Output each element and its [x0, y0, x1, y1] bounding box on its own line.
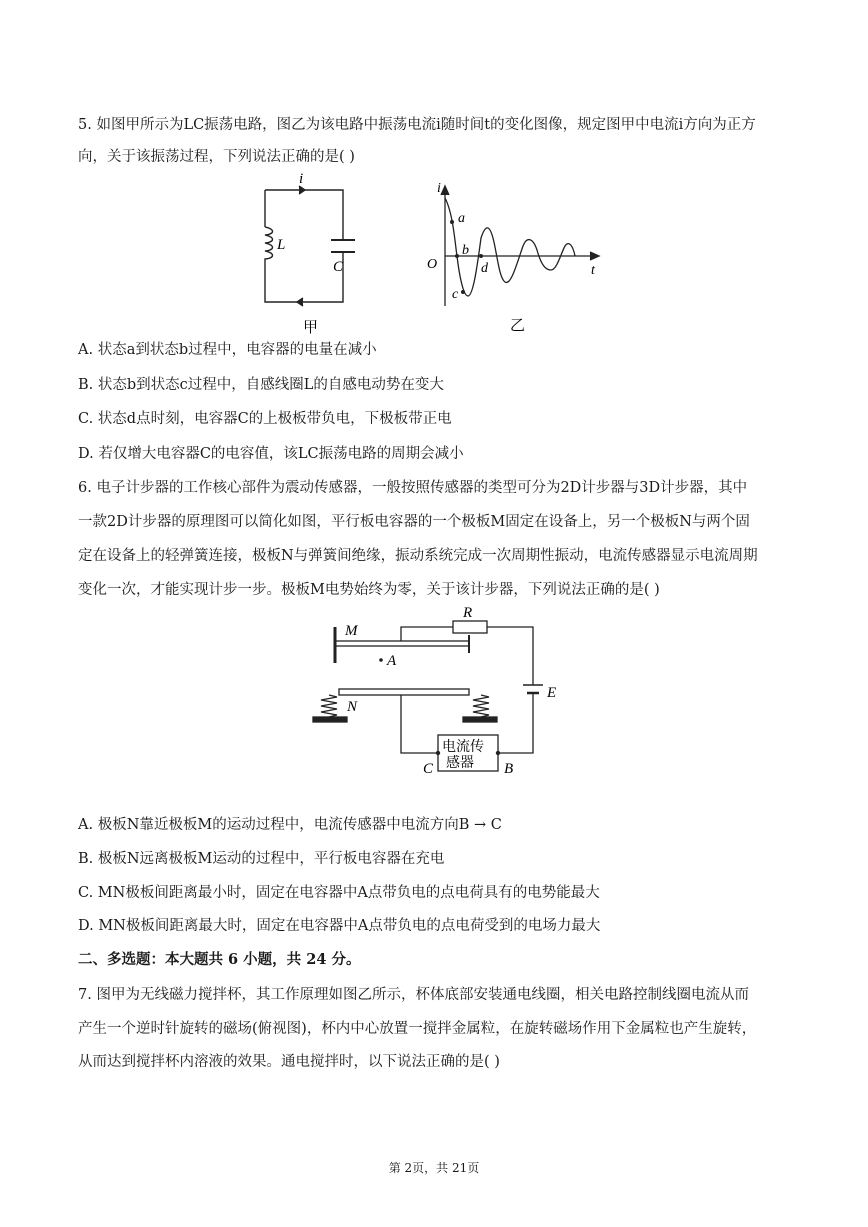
base-left — [313, 717, 347, 722]
label-C: C — [423, 761, 434, 777]
label-L: L — [277, 237, 286, 253]
resistor-R — [453, 621, 487, 633]
circuit-wire-bottom — [265, 252, 343, 302]
label-O: O — [427, 257, 438, 272]
label-R: R — [463, 605, 473, 621]
wire-R-E — [487, 627, 533, 685]
point-b — [455, 254, 459, 258]
q5-option-c: C. 状态d点时刻，电容器C的上极板带负电，下极板带正电 — [78, 411, 452, 427]
sensor-text-2: 感器 — [446, 755, 474, 771]
t-axis-arrow — [590, 252, 599, 260]
oscillation-graph — [425, 178, 610, 338]
label-A: A — [387, 653, 397, 669]
inductor-coil — [265, 227, 273, 262]
spring-left — [321, 695, 337, 717]
caption-jia: 甲 — [303, 320, 319, 336]
q6-option-b: B. 极板N远离极板M运动的过程中，平行板电容器在充电 — [78, 851, 445, 867]
q6-option-d: D. MN极板间距离最大时，固定在电容器中A点带负电的点电荷受到的电场力最大 — [78, 918, 601, 934]
label-B: B — [504, 761, 514, 777]
label-b: b — [462, 243, 469, 258]
point-d — [479, 254, 483, 258]
circuit-wire — [265, 190, 343, 240]
plate-N — [339, 689, 469, 695]
label-a: a — [458, 211, 465, 226]
wire-N-C — [401, 695, 438, 753]
q6-stem-line-1: 6. 电子计步器的工作核心部件为震动传感器，一般按照传感器的类型可分为2D计步器与3D计步器，其中 — [78, 480, 748, 496]
label-C: C — [333, 259, 344, 275]
point-A — [379, 658, 383, 662]
q5-option-a: A. 状态a到状态b过程中，电容器的电量在减小 — [78, 342, 377, 358]
q6-option-a: A. 极板N靠近极板M的运动过程中，电流传感器中电流方向B → C — [78, 817, 502, 833]
spring-right — [473, 695, 489, 717]
i-axis-arrow — [441, 186, 449, 195]
wire-M-R — [401, 627, 453, 641]
plate-M — [335, 641, 469, 646]
point-c — [461, 290, 465, 294]
q7-stem-line-2: 产生一个逆时针旋转的磁场(俯视图)，杯内中心放置一搅拌金属粒，在旋转磁场作用下金属粒也产生旋转， — [78, 1021, 757, 1037]
q6-stem-line-3: 定在设备上的轻弹簧连接，极板N与弹簧间绝缘，振动系统完成一次周期性振动，电流传感器显示电流周期 — [78, 548, 758, 564]
q5-stem-line-2: 向，关于该振荡过程，下列说法正确的是( ) — [78, 149, 355, 165]
label-N: N — [347, 699, 358, 715]
q5-option-b: B. 状态b到状态c过程中，自感线圈L的自感电动势在变大 — [78, 377, 444, 393]
label-d: d — [481, 261, 488, 276]
lc-circuit-figure — [255, 172, 365, 337]
label-t: t — [591, 263, 595, 278]
label-i: i — [437, 181, 441, 196]
q7-stem-line-1: 7. 图甲为无线磁力搅拌杯，其工作原理如图乙所示，杯体底部安装通电线圈，相关电路控制线圈电流从而 — [78, 987, 749, 1003]
base-right — [463, 717, 497, 722]
arrow-left — [297, 298, 303, 306]
wire-E-B — [498, 693, 533, 753]
label-E: E — [547, 685, 557, 701]
label-M: M — [345, 623, 358, 639]
pedometer-circuit-figure — [305, 605, 575, 780]
q6-stem-line-2: 一款2D计步器的原理图可以简化如图，平行板电容器的一个极板M固定在设备上，另一个极板N与两个固 — [78, 514, 750, 530]
point-a — [450, 220, 454, 224]
terminal-C — [436, 751, 440, 755]
label-c: c — [452, 287, 459, 302]
arrow-right — [299, 186, 305, 194]
page-footer: 第 2页，共 21页 — [388, 1161, 480, 1175]
section-title: 二、多选题：本大题共 6 小题，共 24 分。 — [78, 951, 361, 968]
q6-stem-line-4: 变化一次，才能实现计步一步。极板M电势始终为零，关于该计步器，下列说法正确的是( ) — [78, 582, 660, 598]
terminal-B — [496, 751, 500, 755]
q6-option-c: C. MN极板间距离最小时，固定在电容器中A点带负电的点电荷具有的电势能最大 — [78, 885, 600, 901]
q7-stem-line-3: 从而达到搅拌杯内溶液的效果。通电搅拌时，以下说法正确的是( ) — [78, 1054, 500, 1070]
q5-option-d: D. 若仅增大电容器C的电容值，该LC振荡电路的周期会减小 — [78, 446, 464, 462]
label-i: i — [299, 172, 304, 187]
caption-yi: 乙 — [510, 318, 526, 334]
q5-stem-line-1: 5. 如图甲所示为LC振荡电路，图乙为该电路中振荡电流i随时间t的变化图像，规定图甲中电流i方向为正方 — [78, 117, 756, 133]
sensor-text-1: 电流传 — [442, 739, 484, 755]
